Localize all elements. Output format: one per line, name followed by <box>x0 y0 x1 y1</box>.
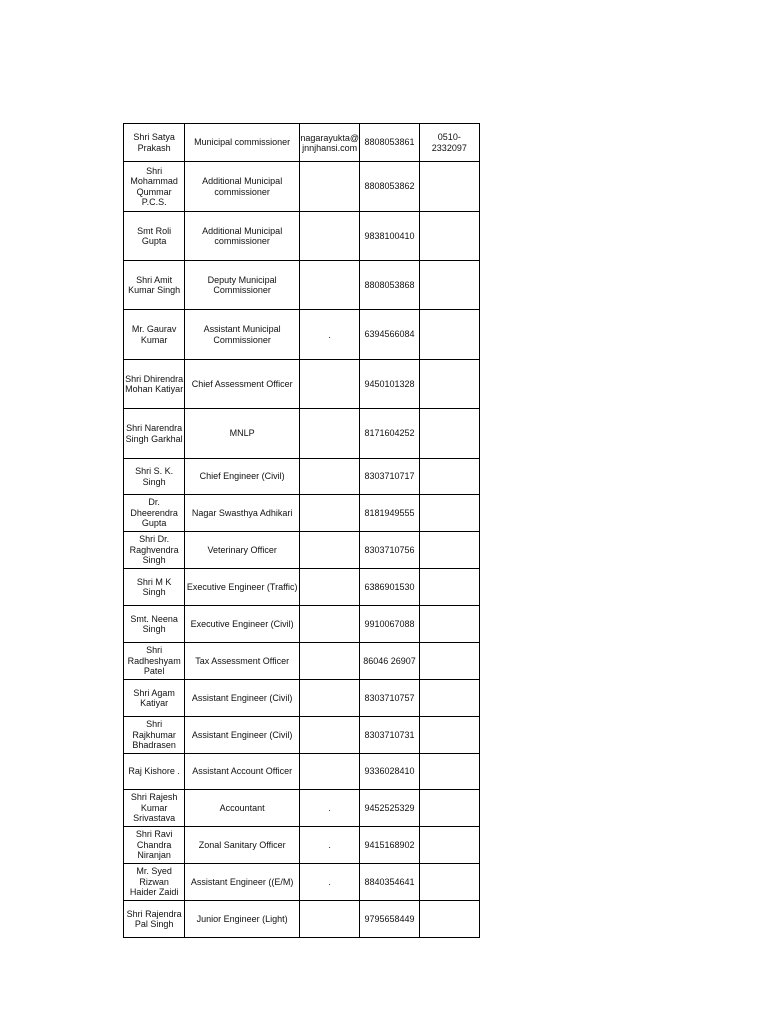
email-cell <box>299 261 359 310</box>
table-row <box>124 864 480 901</box>
official-name-cell: Smt Roli Gupta <box>124 212 185 261</box>
table-row <box>124 717 480 754</box>
email-cell <box>299 459 359 495</box>
official-name-cell: Shri S. K. Singh <box>124 459 185 495</box>
designation-cell: Additional Municipal commissioner <box>185 162 300 212</box>
official-name-cell: Shri Agam Katiyar <box>124 680 185 717</box>
landline-number-cell <box>419 569 479 606</box>
landline-number-cell <box>419 606 479 643</box>
email-cell <box>299 606 359 643</box>
mobile-number-cell: 8808053868 <box>360 261 419 310</box>
landline-number-cell <box>419 754 479 790</box>
mobile-number-cell: 9910067088 <box>360 606 419 643</box>
email-cell <box>299 569 359 606</box>
landline-number-cell <box>419 864 479 901</box>
email-cell: . <box>299 310 359 360</box>
designation-cell: Junior Engineer (Light) <box>185 901 300 938</box>
table-row <box>124 162 480 212</box>
table-row <box>124 606 480 643</box>
designation-cell: Assistant Municipal Commissioner <box>185 310 300 360</box>
table-row <box>124 643 480 680</box>
mobile-number-cell: 8181949555 <box>360 495 419 532</box>
mobile-number-cell: 9415168902 <box>360 827 419 864</box>
designation-cell: Executive Engineer (Civil) <box>185 606 300 643</box>
mobile-number-cell: 8303710731 <box>360 717 419 754</box>
designation-cell: MNLP <box>185 409 300 459</box>
landline-number-cell <box>419 717 479 754</box>
email-cell <box>299 643 359 680</box>
table-row <box>124 409 480 459</box>
officials-contact-table <box>123 123 480 938</box>
email-cell <box>299 717 359 754</box>
table-row <box>124 360 480 409</box>
table-row <box>124 212 480 261</box>
official-name-cell: Shri Dhirendra Mohan Katiyar <box>124 360 185 409</box>
designation-cell: Municipal commissioner <box>185 124 300 162</box>
official-name-cell: Shri Rajkhumar Bhadrasen <box>124 717 185 754</box>
table-row <box>124 827 480 864</box>
email-cell <box>299 409 359 459</box>
table-row <box>124 310 480 360</box>
table-row <box>124 754 480 790</box>
email-cell: . <box>299 827 359 864</box>
official-name-cell: Shri Rajendra Pal Singh <box>124 901 185 938</box>
landline-number-cell <box>419 409 479 459</box>
landline-number-cell <box>419 360 479 409</box>
email-cell: . <box>299 864 359 901</box>
mobile-number-cell: 8303710717 <box>360 459 419 495</box>
email-cell: . <box>299 790 359 827</box>
landline-number-cell: 0510-2332097 <box>419 124 479 162</box>
landline-number-cell <box>419 459 479 495</box>
email-cell <box>299 162 359 212</box>
official-name-cell: Shri Narendra Singh Garkhal <box>124 409 185 459</box>
official-name-cell: Shri Amit Kumar Singh <box>124 261 185 310</box>
email-cell <box>299 495 359 532</box>
official-name-cell: Smt. Neena Singh <box>124 606 185 643</box>
email-cell <box>299 212 359 261</box>
table-row <box>124 261 480 310</box>
landline-number-cell <box>419 212 479 261</box>
landline-number-cell <box>419 901 479 938</box>
mobile-number-cell: 8303710756 <box>360 532 419 569</box>
official-name-cell: Dr. Dheerendra Gupta <box>124 495 185 532</box>
mobile-number-cell: 86046 26907 <box>360 643 419 680</box>
designation-cell: Assistant Engineer ((E/M) <box>185 864 300 901</box>
designation-cell: Accountant <box>185 790 300 827</box>
mobile-number-cell: 8303710757 <box>360 680 419 717</box>
mobile-number-cell: 6394566084 <box>360 310 419 360</box>
designation-cell: Deputy Municipal Commissioner <box>185 261 300 310</box>
landline-number-cell <box>419 790 479 827</box>
designation-cell: Tax Assessment Officer <box>185 643 300 680</box>
table-row <box>124 901 480 938</box>
designation-cell: Zonal Sanitary Officer <box>185 827 300 864</box>
mobile-number-cell: 8808053862 <box>360 162 419 212</box>
official-name-cell: Shri Mohammad Qummar P.C.S. <box>124 162 185 212</box>
officials-table-body <box>124 124 480 938</box>
mobile-number-cell: 9838100410 <box>360 212 419 261</box>
official-name-cell: Shri Satya Prakash <box>124 124 185 162</box>
designation-cell: Nagar Swasthya Adhikari <box>185 495 300 532</box>
landline-number-cell <box>419 532 479 569</box>
landline-number-cell <box>419 680 479 717</box>
mobile-number-cell: 9450101328 <box>360 360 419 409</box>
mobile-number-cell: 9452525329 <box>360 790 419 827</box>
landline-number-cell <box>419 827 479 864</box>
email-cell <box>299 532 359 569</box>
landline-number-cell <box>419 162 479 212</box>
landline-number-cell <box>419 310 479 360</box>
official-name-cell: Raj Kishore . <box>124 754 185 790</box>
official-name-cell: Shri M K Singh <box>124 569 185 606</box>
official-name-cell: Mr. Gaurav Kumar <box>124 310 185 360</box>
table-row <box>124 680 480 717</box>
designation-cell: Additional Municipal commissioner <box>185 212 300 261</box>
designation-cell: Chief Assessment Officer <box>185 360 300 409</box>
email-cell <box>299 901 359 938</box>
official-name-cell: Shri Dr. Raghvendra Singh <box>124 532 185 569</box>
table-row <box>124 790 480 827</box>
official-name-cell: Mr. Syed Rizwan Haider Zaidi <box>124 864 185 901</box>
email-cell <box>299 360 359 409</box>
table-row <box>124 124 480 162</box>
mobile-number-cell: 8840354641 <box>360 864 419 901</box>
mobile-number-cell: 6386901530 <box>360 569 419 606</box>
designation-cell: Assistant Account Officer <box>185 754 300 790</box>
table-row <box>124 532 480 569</box>
table-row <box>124 495 480 532</box>
landline-number-cell <box>419 643 479 680</box>
mobile-number-cell: 9336028410 <box>360 754 419 790</box>
email-cell <box>299 754 359 790</box>
landline-number-cell <box>419 495 479 532</box>
designation-cell: Assistant Engineer (Civil) <box>185 717 300 754</box>
table-row <box>124 569 480 606</box>
mobile-number-cell: 9795658449 <box>360 901 419 938</box>
designation-cell: Assistant Engineer (Civil) <box>185 680 300 717</box>
official-name-cell: Shri Ravi Chandra Niranjan <box>124 827 185 864</box>
designation-cell: Executive Engineer (Traffic) <box>185 569 300 606</box>
email-cell <box>299 680 359 717</box>
email-cell: nagarayukta@ jnnjhansi.com <box>299 124 359 162</box>
designation-cell: Chief Engineer (Civil) <box>185 459 300 495</box>
official-name-cell: Shri Radheshyam Patel <box>124 643 185 680</box>
landline-number-cell <box>419 261 479 310</box>
mobile-number-cell: 8171604252 <box>360 409 419 459</box>
designation-cell: Veterinary Officer <box>185 532 300 569</box>
table-row <box>124 459 480 495</box>
official-name-cell: Shri Rajesh Kumar Srivastava <box>124 790 185 827</box>
mobile-number-cell: 8808053861 <box>360 124 419 162</box>
